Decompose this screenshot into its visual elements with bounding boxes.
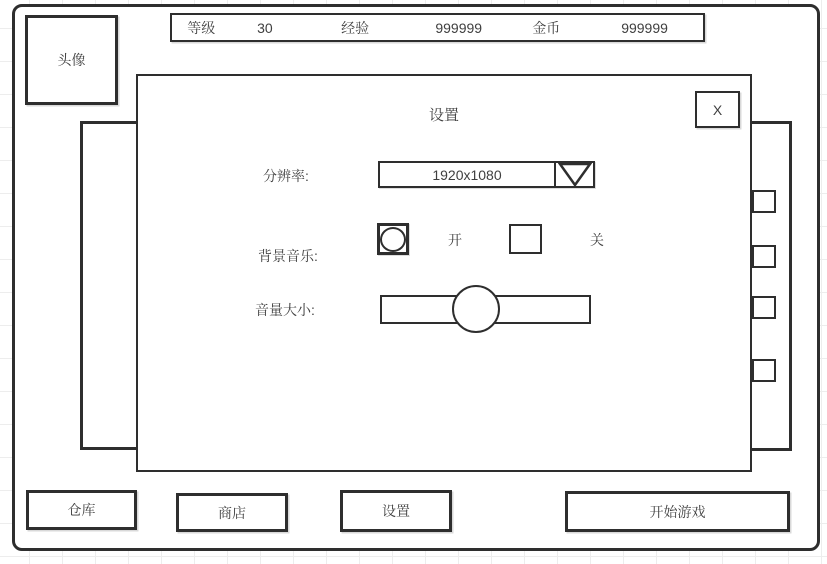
warehouse-button-label: 仓库 — [67, 502, 96, 518]
close-icon: X — [712, 101, 723, 118]
avatar-label: 头像 — [57, 52, 86, 68]
dropdown-arrow-icon — [554, 163, 593, 186]
item-slot-2[interactable] — [752, 245, 776, 268]
gold-label: 金币 — [532, 19, 561, 36]
exp-value: 999999 — [435, 19, 483, 36]
gold-value: 999999 — [621, 19, 668, 36]
shop-button-label: 商店 — [218, 504, 246, 521]
dialog-title: 设置 — [428, 107, 459, 124]
settings-button-label: 设置 — [382, 503, 410, 519]
resolution-value: 1920x1080 — [432, 166, 502, 183]
level-value: 30 — [257, 19, 273, 36]
item-slot-3[interactable] — [752, 296, 776, 319]
settings-dialog — [136, 74, 752, 472]
item-slot-1[interactable] — [752, 190, 776, 213]
resolution-dropdown[interactable] — [378, 161, 595, 188]
music-label: 背景音乐: — [258, 248, 318, 264]
music-on-label: 开 — [448, 232, 462, 248]
level-label: 等级 — [187, 19, 216, 36]
volume-slider-thumb[interactable] — [452, 285, 500, 333]
shop-button[interactable] — [176, 493, 288, 532]
music-off-label: 关 — [590, 232, 604, 248]
radio-selected-icon — [380, 227, 406, 252]
close-button[interactable] — [695, 91, 740, 128]
music-off-radio[interactable] — [509, 224, 542, 254]
settings-button[interactable] — [340, 490, 452, 532]
start-game-button-label: 开始游戏 — [649, 503, 706, 520]
stats-bar — [170, 13, 705, 42]
exp-label: 经验 — [341, 19, 370, 36]
volume-label: 音量大小: — [255, 302, 315, 318]
item-slot-4[interactable] — [752, 359, 776, 382]
music-on-radio[interactable] — [377, 223, 409, 255]
avatar[interactable] — [25, 15, 118, 105]
warehouse-button[interactable] — [26, 490, 137, 530]
resolution-label: 分辨率: — [263, 168, 309, 184]
start-game-button[interactable] — [565, 491, 790, 532]
